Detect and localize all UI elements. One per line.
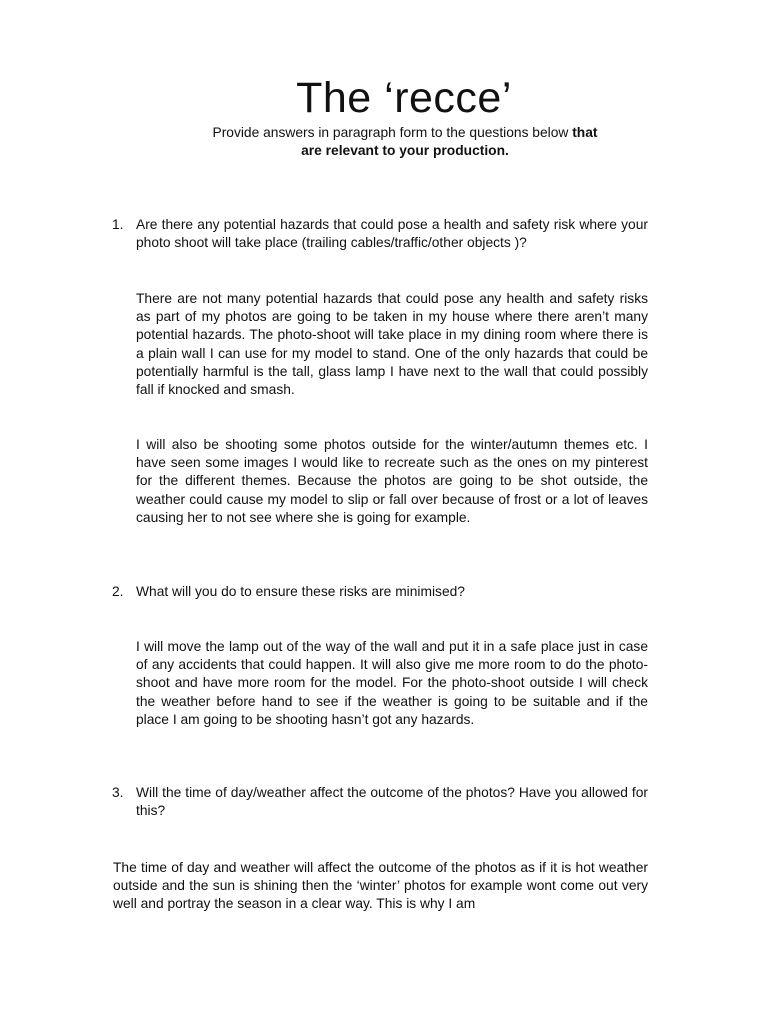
- page-title: The ‘recce’: [296, 74, 512, 122]
- answer-paragraph-2: I will also be shooting some photos outside for the winter/autumn themes etc. I have seen some images I would like to recreate such as the ones on my pinterest for the different themes. Because the photos are going to be shot outside, the weather could cause my model to slip or fall over because of frost or a lot of leaves causing her to not see where she is going for example.: [136, 437, 648, 525]
- question-1: [112, 216, 648, 252]
- answer-paragraph-1: There are not many potential hazards that could pose any health and safety risks as part of my photos are going to be taken in my house where there aren’t many potential hazards. The photo-shoot will take place in my dining room where there is a plain wall I can use for my model to stand. One of the only hazards that could be potentially harmful is the tall, glass lamp I have next to the wall that could possibly fall if knocked and smash.: [136, 291, 648, 398]
- instructions-text: Provide answers in paragraph form to the questions below: [212, 125, 573, 140]
- answer-paragraph-4: The time of day and weather will affect the outcome of the photos as if it is hot weather outside and the sun is shining then the ‘winter’ photos for example wont come out very well and portray the season in a clear way. This is why I am: [113, 860, 648, 912]
- answer-paragraph-3: I will move the lamp out of the way of the wall and put it in a safe place just in case of any accidents that could happen. It will also give me more room to do the photo-shoot and have more room for the model. For the photo-shoot outside I will check the weather before hand to see if the weather is going to be suitable and if the place I am going to be shooting hasn’t got any hazards.: [136, 639, 648, 727]
- question-text: What will you do to ensure these risks are minimised?: [136, 584, 465, 599]
- question-number: 3.: [112, 785, 124, 800]
- question-3: [112, 784, 648, 820]
- question-text: Are there any potential hazards that could pose a health and safety risk where your photo shoot will take place (trailing cables/traffic/other objects )?: [136, 217, 648, 250]
- question-number: 1.: [112, 217, 124, 232]
- question-number: 2.: [112, 584, 124, 599]
- instructions: [150, 124, 660, 160]
- instructions-bold-1: that: [572, 125, 598, 140]
- question-text: Will the time of day/weather affect the outcome of the photos? Have you allowed for this?: [136, 785, 648, 818]
- question-2: [112, 583, 648, 601]
- instructions-bold-2: are relevant to your production.: [301, 143, 509, 158]
